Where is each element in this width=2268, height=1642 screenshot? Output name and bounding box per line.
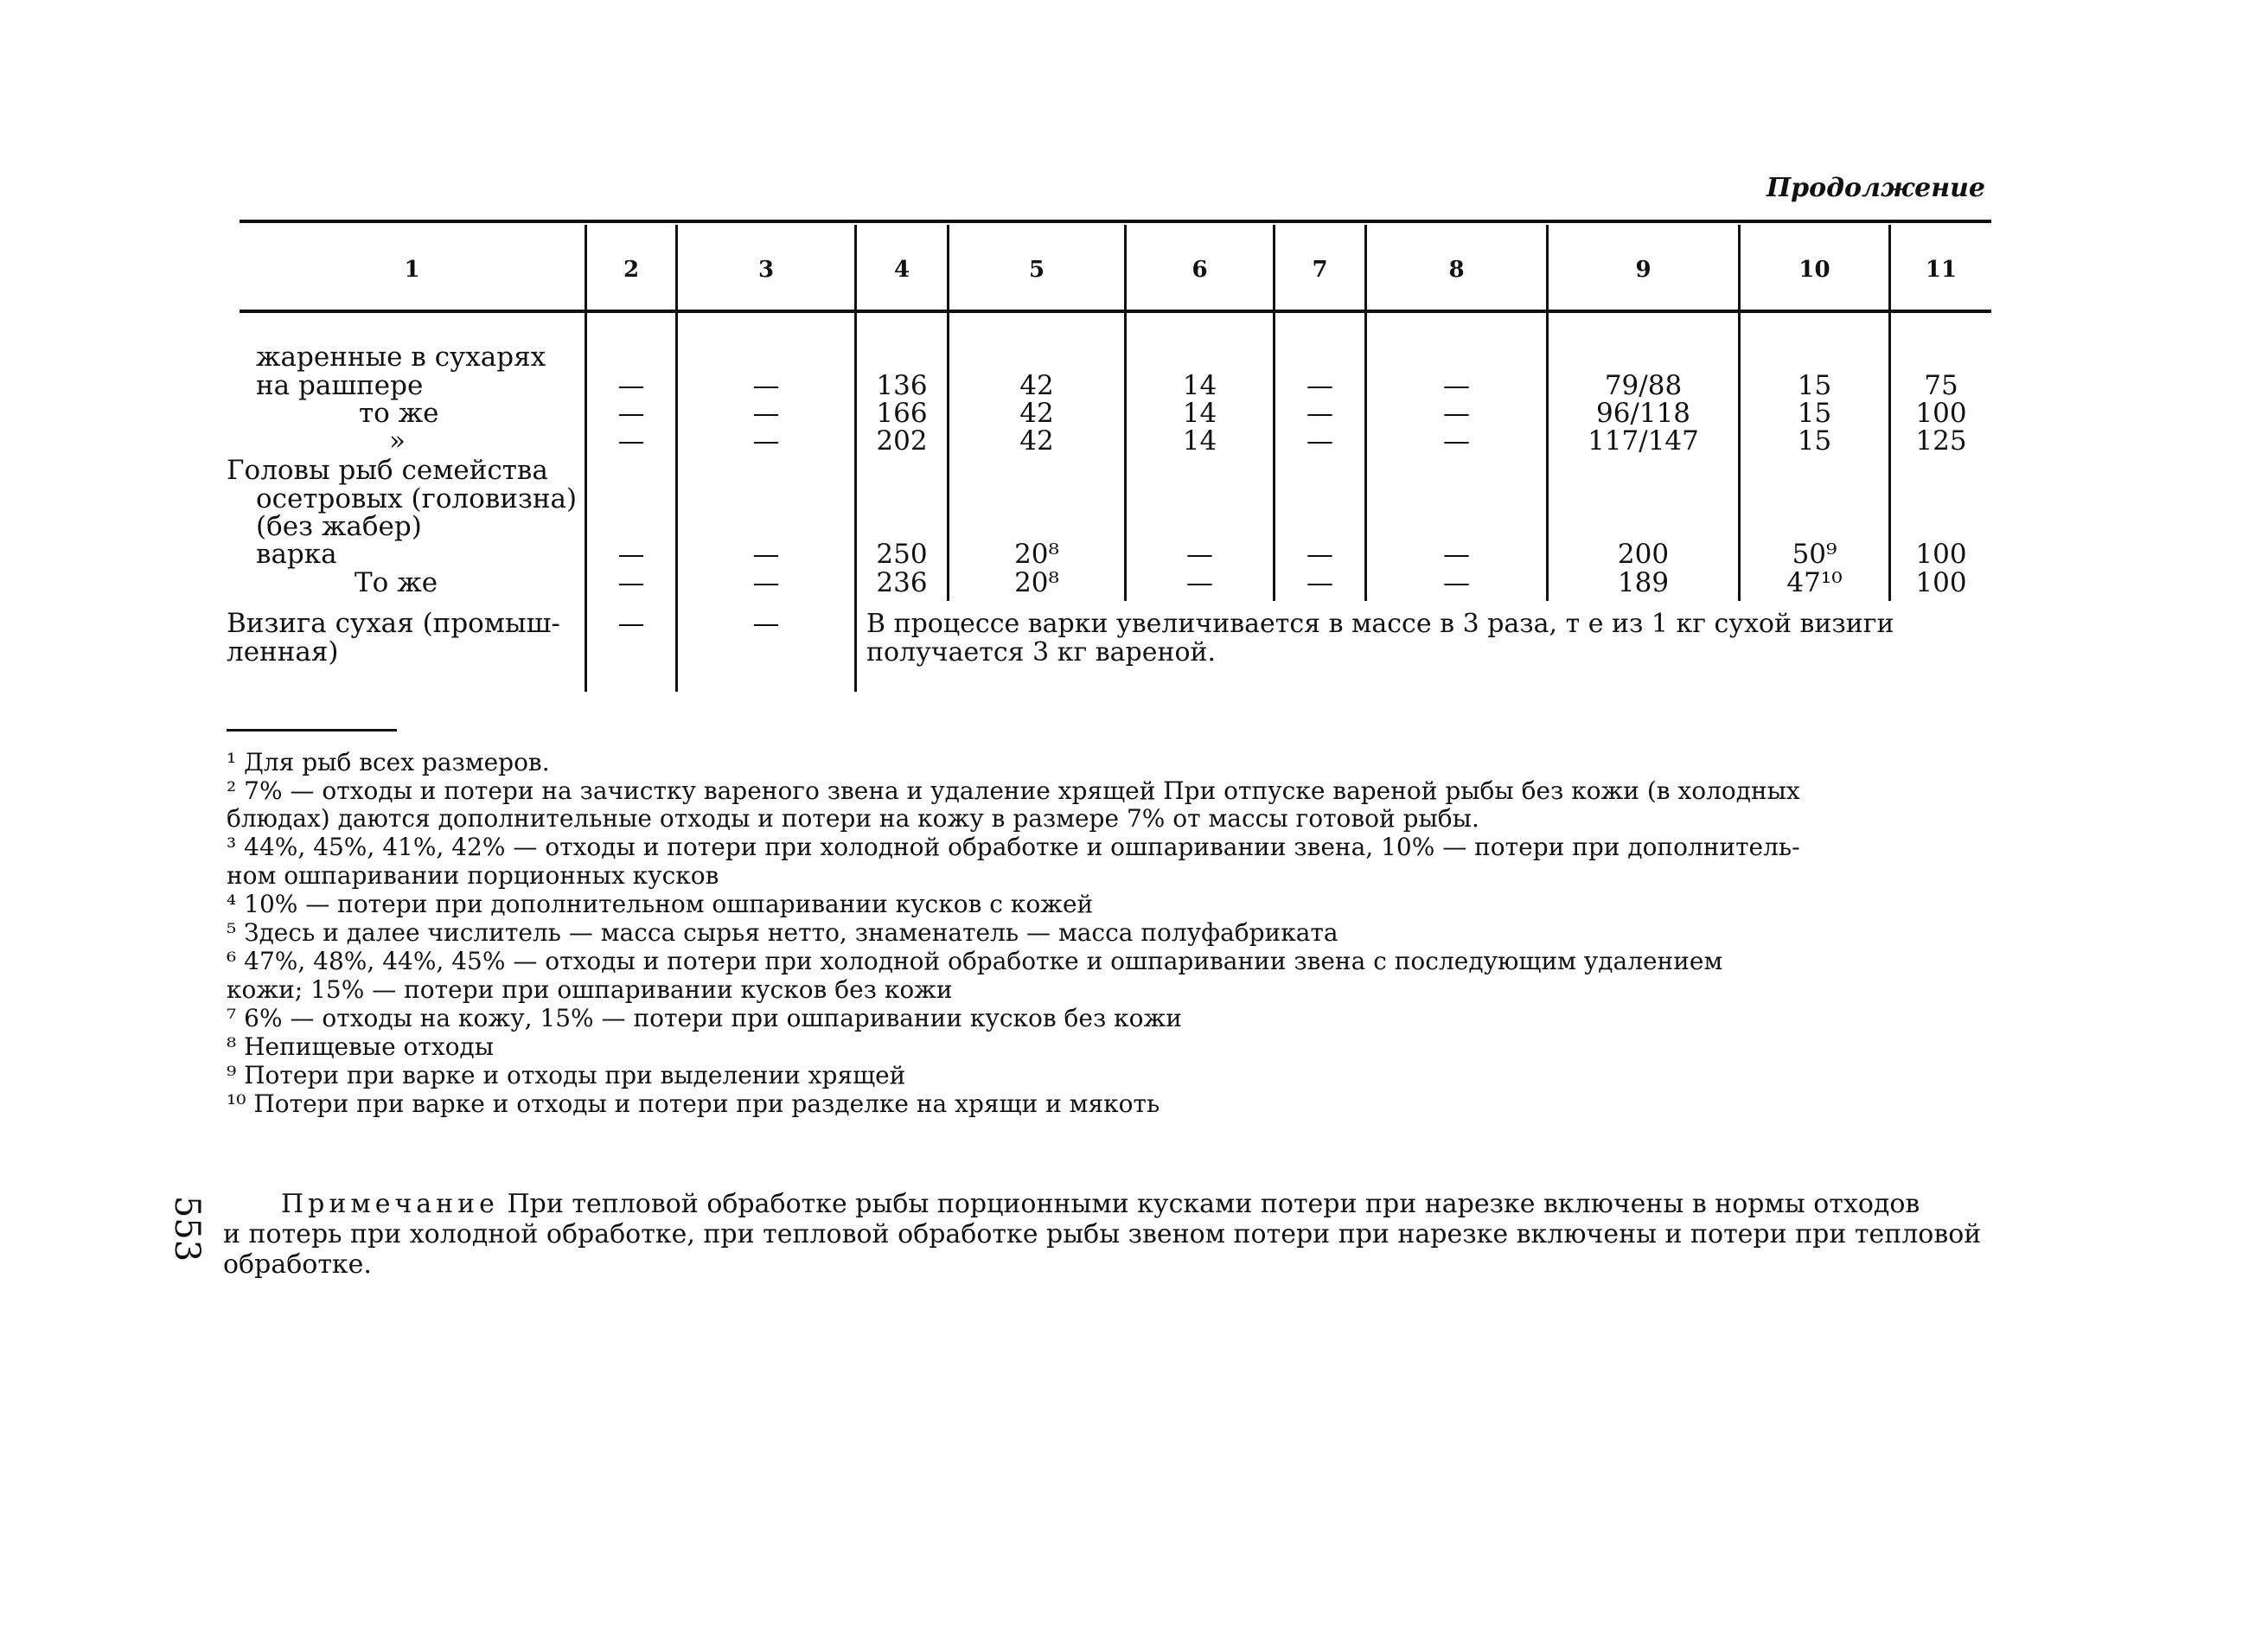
col-divider [854, 225, 857, 692]
table-top-rule [240, 220, 1991, 223]
footnote: ¹⁰ Потери при варке и отходы и потери при разделке на хрящи и мякоть [227, 1089, 1160, 1118]
table-cell: — [1306, 539, 1333, 570]
continuation-label: Продолжение [1766, 173, 1985, 203]
table-cell: — [1186, 567, 1213, 598]
footnote: ³ 44%, 45%, 41%, 42% — отходы и потери при холодной обработке и ошпаривании звена, 10% — потери при дополнитель- [227, 833, 1800, 861]
row-label: Головы рыб семейства [227, 455, 548, 486]
table-cell: — [1186, 539, 1213, 570]
table-cell: 79/88 [1604, 370, 1683, 401]
table-cell: 14 [1182, 425, 1217, 457]
col-header: 4 [893, 257, 910, 283]
row-label: жаренные в сухарях [256, 342, 546, 373]
table-cell: — [617, 425, 645, 457]
table-cell: — [1306, 370, 1333, 401]
col-header: 9 [1635, 257, 1651, 283]
table-cell: 75 [1924, 370, 1958, 401]
table-cell: 117/147 [1588, 425, 1699, 457]
footnote: ном ошпаривании порционных кусков [227, 861, 719, 890]
table-cell: — [752, 398, 780, 429]
note-line: обработке. [223, 1249, 372, 1280]
table-cell: 42 [1019, 370, 1054, 401]
table-cell: 47¹⁰ [1786, 567, 1843, 598]
col-header: 5 [1028, 257, 1045, 283]
table-cell: — [752, 539, 780, 570]
col-header: 2 [623, 257, 640, 283]
table-cell: — [752, 608, 780, 639]
col-header: 8 [1448, 257, 1465, 283]
table-cell: 100 [1915, 539, 1967, 570]
table-cell: 100 [1915, 398, 1967, 429]
table-cell: — [617, 398, 645, 429]
table-cell: — [1443, 398, 1470, 429]
col-header: 10 [1798, 257, 1830, 283]
table-cell: — [1443, 539, 1470, 570]
row-label: Визига сухая (промыш- [227, 608, 560, 639]
row-label: варка [256, 539, 337, 570]
footnote: ² 7% — отходы и потери на зачистку вареного звена и удаление хрящей При отпуске вареной рыбы без кожи (в холодных [227, 776, 1800, 805]
col-header: 11 [1925, 257, 1958, 283]
table-cell: 236 [876, 567, 928, 598]
footnote: ⁴ 10% — потери при дополнительном ошпаривании кусков с кожей [227, 890, 1094, 918]
row-label: » [389, 425, 406, 457]
table-cell: 50⁹ [1792, 539, 1837, 570]
col-header: 1 [404, 257, 420, 283]
table-header-rule [240, 310, 1991, 313]
table-cell: — [617, 567, 645, 598]
table-cell: 189 [1617, 567, 1670, 598]
row-label: то же [359, 398, 439, 429]
note-line: и потерь при холодной обработке, при тепловой обработке рыбы звеном потери при нарезке включены и потери при тепловой [223, 1219, 1982, 1249]
table-note: В процессе варки увеличивается в массе в 3 раза, т е из 1 кг сухой визиги [866, 609, 1894, 639]
col-header: 3 [757, 257, 775, 283]
table-cell: 250 [876, 539, 928, 570]
table-cell: — [752, 370, 780, 401]
table-cell: 42 [1019, 425, 1054, 457]
table-cell: 200 [1617, 539, 1670, 570]
table-cell: 42 [1019, 398, 1054, 429]
footnote: ¹ Для рыб всех размеров. [227, 748, 550, 776]
row-label: ленная) [227, 636, 339, 668]
footnote: ⁹ Потери при варке и отходы при выделении хрящей [227, 1061, 906, 1089]
note-title: Примечание [281, 1189, 499, 1219]
table-cell: 202 [876, 425, 928, 457]
table-cell: — [617, 539, 645, 570]
table-cell: — [1306, 425, 1333, 457]
table-cell: — [1443, 370, 1470, 401]
table-note: получается 3 кг вареной. [866, 637, 1217, 668]
table-cell: — [1306, 398, 1333, 429]
footnote-separator [227, 729, 397, 732]
table-cell: — [1306, 567, 1333, 598]
row-label: (без жабер) [256, 511, 422, 542]
table-cell: 14 [1182, 370, 1217, 401]
col-header: 6 [1191, 257, 1208, 283]
table-cell: — [752, 567, 780, 598]
footnote: ⁷ 6% — отходы на кожу, 15% — потери при ошпаривании кусков без кожи [227, 1004, 1182, 1032]
footnote: ⁵ Здесь и далее числитель — масса сырья нетто, знаменатель — масса полуфабриката [227, 918, 1338, 947]
note-text: При тепловой обработке рыбы порционными кусками потери при нарезке включены в нормы отходов [507, 1189, 1920, 1219]
page-number: 553 [167, 1195, 208, 1262]
table-cell: 100 [1915, 567, 1967, 598]
row-label: То же [355, 567, 438, 598]
footnote: кожи; 15% — потери при ошпаривании кусков без кожи [227, 975, 953, 1004]
table-cell: 15 [1797, 398, 1832, 429]
table-cell: 166 [876, 398, 928, 429]
table-cell: 15 [1797, 425, 1832, 457]
footnote: ⁸ Непищевые отходы [227, 1032, 495, 1061]
table-cell: 136 [876, 370, 928, 401]
table-cell: 14 [1182, 398, 1217, 429]
table-cell: — [1443, 567, 1470, 598]
table-cell: — [1443, 425, 1470, 457]
footnote: блюдах) даются дополнительные отходы и потери на кожу в размере 7% от массы готовой рыбы. [227, 804, 1479, 833]
row-label: осетровых (головизна) [256, 483, 578, 514]
table-cell: 15 [1797, 370, 1832, 401]
table-cell: 96/118 [1595, 398, 1691, 429]
row-label: на рашпере [256, 370, 424, 401]
table-cell: 20⁸ [1014, 539, 1059, 570]
table-cell: 125 [1915, 425, 1967, 457]
table-cell: — [752, 425, 780, 457]
table-cell: — [617, 608, 645, 639]
note-line [281, 1189, 1920, 1219]
footnote: ⁶ 47%, 48%, 44%, 45% — отходы и потери при холодной обработке и ошпаривании звена с последующим удалением [227, 947, 1723, 975]
col-header: 7 [1312, 257, 1328, 283]
table-cell: — [617, 370, 645, 401]
table-cell: 20⁸ [1014, 567, 1059, 598]
